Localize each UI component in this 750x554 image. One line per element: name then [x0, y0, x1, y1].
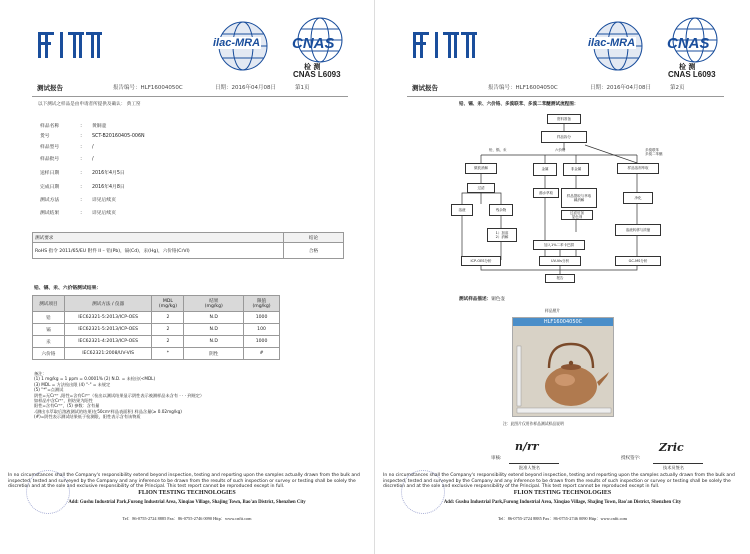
report-number: 报告编号：HLF16004050C — [113, 85, 183, 91]
table-row: 镉 IEC62321-5:2013/ICP-OES 2 N.D 100 — [33, 324, 280, 336]
flow-node: 样品提取与萃取 碱消解 — [561, 188, 597, 208]
field-row: 完成日期 ： 2016年4月8日 — [40, 185, 125, 190]
company-contact: Tel：86-0755-2724 8885 Fax：86-0755-2746 0090 Http：www.cnftt.com — [497, 516, 628, 521]
flow-node: 1）加溶 2）消解 — [487, 228, 517, 242]
reviewer-signature: n/rr — [515, 440, 539, 453]
signatory-role: 技术员签名 — [663, 465, 684, 470]
field-row: 货号 ： SCT-B20160405-006N — [40, 134, 145, 139]
photo-id: HLF16004050C — [513, 318, 613, 326]
intro-text: 以下测试之样品是由申请者所提供及确认： 典工窑 — [38, 102, 141, 107]
flow-title: 铅、镉、汞、六价铬、多溴联苯、多溴二苯醚测试流程图： — [459, 102, 579, 107]
table-row: 汞 IEC62321-4:2013/ICP-OES 2 N.D 1000 — [33, 336, 280, 348]
flow-node: 沸水萃取 — [533, 188, 559, 198]
table-row: 六价铬 IEC62321:2008/UV-VIS * 阴性 # — [33, 348, 280, 360]
report-title: 测试报告 — [37, 84, 63, 92]
col-header: 测试项目 — [33, 296, 65, 312]
cnas-code: CNAS L6093 — [668, 70, 716, 79]
flow-node: UV-Vis分析 — [539, 256, 581, 266]
ilac-mra-mark: ilac-MRA — [588, 37, 636, 49]
summary-col-req: 测试要求 — [33, 233, 284, 243]
sample-description: 测试样品描述：铜色壶 — [459, 297, 505, 302]
flow-node: 微波消解 — [465, 163, 497, 174]
flow-node: 加入1%二苯卡巴肼 — [533, 240, 585, 250]
reviewer-role: 批准人签名 — [519, 465, 540, 470]
flow-node: GC-MS分析 — [615, 256, 661, 266]
report-date: 日期：2016年04月08日 — [215, 85, 276, 91]
page-number: 第1页 — [295, 85, 310, 91]
report-date: 日期：2016年04月08日 — [590, 85, 651, 91]
sample-photo — [512, 317, 614, 417]
photo-title: 样品照片 — [545, 308, 561, 313]
col-header: 限值 (mg/kg) — [244, 296, 280, 312]
page-number: 第2页 — [670, 85, 685, 91]
cnas-code: CNAS L6093 — [293, 70, 341, 79]
summary-result: 合格 — [284, 243, 344, 259]
flow-node: 非金属 — [563, 163, 589, 176]
summary-col-res: 结论 — [284, 233, 344, 243]
reviewer-label: 审核: — [491, 456, 502, 461]
cnas-sub: 检 测 — [679, 63, 696, 71]
flow-label: 多溴联苯 多溴二苯醚 — [645, 148, 663, 156]
flow-node: 报告 — [545, 274, 575, 283]
field-row: 送样日期 ： 2016年4月5日 — [40, 171, 125, 176]
fitt-logo — [34, 30, 104, 60]
report-header — [37, 83, 344, 95]
flow-node: 金属 — [533, 163, 557, 176]
flow-node: 溶液 — [451, 204, 473, 216]
signature-line — [653, 463, 703, 464]
flow-node: 过滤 — [467, 183, 495, 193]
col-header: MDL (mg/kg) — [152, 296, 184, 312]
report-page-2 — [375, 0, 750, 554]
company-address: Add: Gushu Industrial Park,Furong Industrial Area, Xinqiao Village, Shajing Town, Bao'an District, Shenzhen City — [443, 500, 682, 505]
field-row: 样品名称 ： 黄铜壶 — [40, 124, 107, 129]
signatory-signature: Zric — [659, 441, 684, 454]
cnas-sub: 检 测 — [304, 63, 321, 71]
field-row: 测试方法 ： 详见后续页 — [40, 198, 116, 203]
flow-node: 样品溶剂萃取 — [617, 163, 659, 174]
field-row: 测试结果 ： 详见后续页 — [40, 211, 116, 216]
disclaimer: In no circumstances shall the Company's responsibility extend beyond inspection, testing and reporting upon the samples actually drawn from the bulk and inspected, tested and surveyed by the Company and any inference to be drawn from the results of such inspection or survey or testing shall be solely the discretion and at the sole and exclusive responsibility of the Principal. This test report cannot be reproduced except in full. — [8, 473, 360, 490]
company-address: Add: Gushu Industrial Park,Furong Industrial Area, Xinqiao Village, Shajing Town, Bao'an District, Shenzhen City — [68, 500, 306, 505]
flow-node: ICP-OES分析 — [461, 256, 501, 266]
table-row: 铅 IEC62321-5:2013/ICP-OES 2 N.D 1000 — [33, 312, 280, 324]
flow-node: 溶液转移与浓缩 — [615, 224, 661, 236]
field-row: 样品型号 ： / — [40, 145, 94, 150]
copper-kettle-image — [513, 326, 614, 417]
signatory-label: 授权签字: — [621, 456, 641, 461]
notes: 备注： (1) 1 mg/kg = 1 ppm = 0.0001% (2) N.D. = 未检出(<MDL) (3) MDL = 方法检出限 (4) "-" = 未规定 (5) "*"=点测试 阴性=无Cr⁶⁺ ,阳性=含有Cr⁶⁺（检出以测试结果显示阴性表示被测样品未含有 · · · 到规定） 如样品中含Cr⁶⁺，则结果为阳性 阳性=含有Cr⁶⁺，(5) 参数：含有量 .(测出水萃取后溶液测试的结果)在50cm²样品表面积) 样品含量(≥ 0.02mg/kg) (#)=阴性表示测试结果低于检测限，阳性表示含有该物质 — [34, 371, 205, 420]
company-contact: Tel：86-0755-2724 8885 Fax：86-0755-2746 0090 Http：www.cnftt.com — [122, 516, 252, 521]
flow-node: 残余物 — [489, 204, 513, 216]
cnas-mark: CNAS — [292, 35, 335, 52]
company-name: FLION TESTING TECHNOLOGIES — [138, 490, 236, 496]
metals-title: 铅、镉、汞、六价铬测试结果： — [34, 286, 102, 291]
summary-req: RoHS 指令 2011/65/EU 附件 II – 铅(Pb)，镉(Cd)，汞(Hg)，六价铬(CrVI) — [33, 243, 284, 259]
report-number: 报告编号：HLF16004050C — [488, 85, 558, 91]
flow-label: 铅，镉，汞 — [489, 148, 507, 152]
report-title: 测试报告 — [412, 84, 438, 92]
disclaimer: In no circumstances shall the Company's responsibility extend beyond inspection, testing and reporting upon the samples actually drawn from the bulk and inspected, tested and surveyed by the Company and any inference to be drawn from the results of such inspection or survey or testing shall be solely the discretion and at the sole and exclusive responsibility of the Principal. This test report cannot be reproduced except in full. — [383, 473, 735, 490]
flow-label: 六价铬 — [555, 148, 566, 152]
summary-table — [32, 232, 344, 259]
field-row: 样品批号 ： / — [40, 157, 94, 162]
flow-node: 净化 — [623, 192, 653, 204]
col-header: 测试方法 / 仪器 — [64, 296, 152, 312]
flow-node: 资料准备 — [547, 114, 581, 124]
ilac-mra-mark: ilac-MRA — [213, 37, 261, 49]
header-divider — [32, 96, 348, 97]
col-header: 结果 (mg/kg) — [184, 296, 244, 312]
flow-node: 过滤后加 显色剂 — [561, 210, 593, 220]
cnas-mark: CNAS — [667, 35, 710, 52]
photo-caption: 注：此图片仅用作样品测试样品说明 — [503, 421, 564, 426]
signature-line — [509, 463, 559, 464]
flow-node: 样品拆分 — [541, 131, 587, 143]
company-name: FLION TESTING TECHNOLOGIES — [513, 490, 612, 496]
metals-table — [32, 295, 280, 360]
